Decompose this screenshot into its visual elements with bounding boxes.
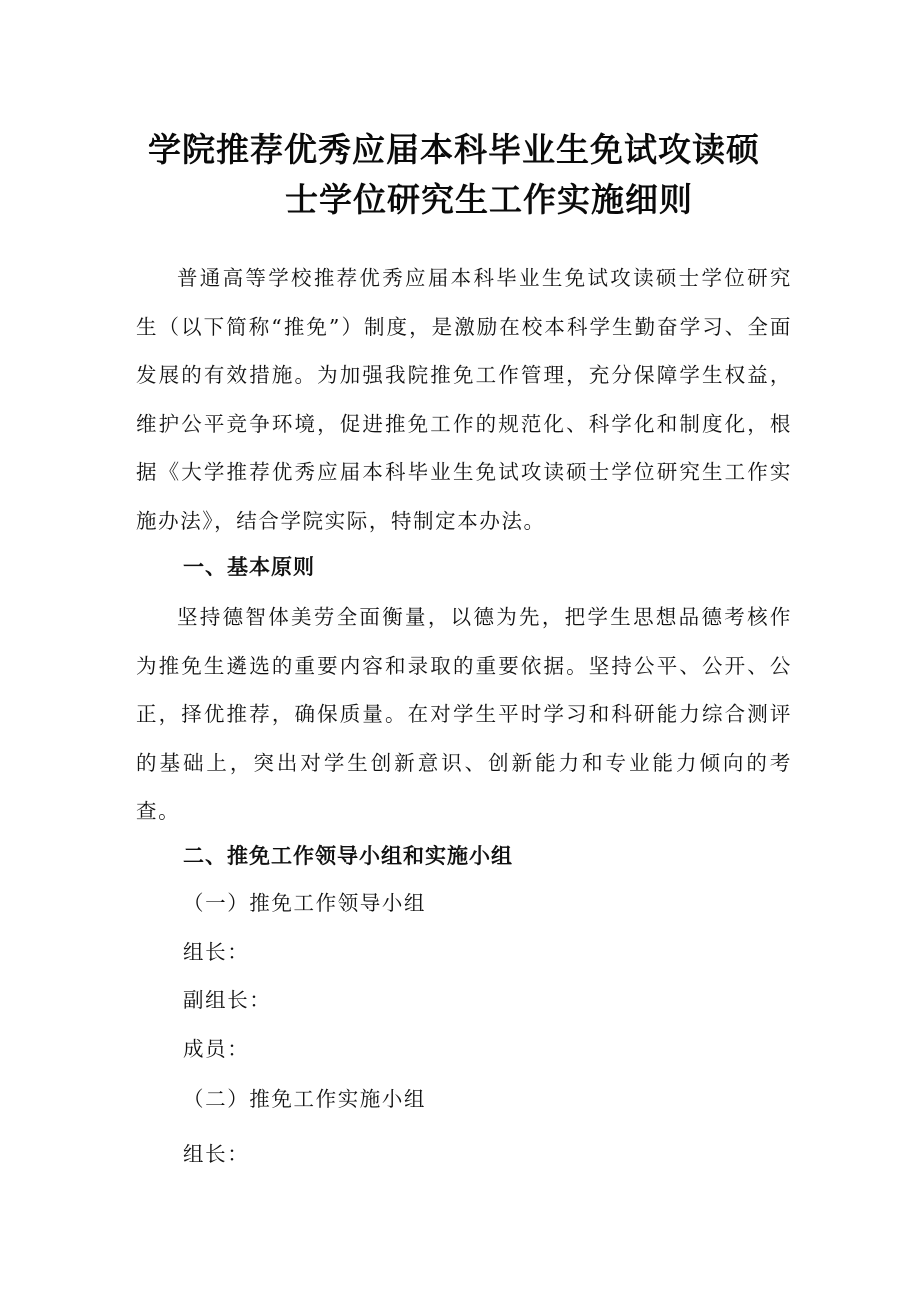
- leadership-group-deputy-label: 副组长：: [183, 988, 272, 1012]
- subsection-heading-leadership-group: （一）推免工作领导小组: [183, 891, 427, 915]
- intro-paragraph: 普通高等学校推荐优秀应届本科毕业生免试攻读硕士学位研究生（以下简称“推免”）制度，是激励在校本科学生勤奋学习、全面发展的有效措施。为加强我院推免工作管理，充分保障学生权益，维护公平竞争环境，促进推免工作的规范化、科学化和制度化，根据《大学推荐优秀应届本科毕业生免试攻读硕士学位研究生工作实施办法》，结合学院实际，特制定本办法。: [136, 266, 792, 533]
- implementation-group-leader-label: 组长：: [183, 1142, 250, 1166]
- subsection-heading-implementation-group: （二）推免工作实施小组: [183, 1087, 427, 1111]
- principles-paragraph: 坚持德智体美劳全面衡量，以德为先，把学生思想品德考核作为推免生遴选的重要内容和录取的重要依据。坚持公平、公开、公正，择优推荐，确保质量。在对学生平时学习和科研能力综合测评的基础上，突出对学生创新意识、创新能力和专业能力倾向的考查。: [136, 605, 792, 824]
- leadership-group-leader-label: 组长：: [183, 940, 250, 964]
- document-title-line-1: 学院推荐优秀应届本科毕业生免试攻读硕: [148, 130, 760, 169]
- section-heading-principles: 一、基本原则: [183, 555, 315, 579]
- section-heading-groups: 二、推免工作领导小组和实施小组: [183, 844, 513, 868]
- leadership-group-members-label: 成员：: [183, 1037, 250, 1061]
- document-title-line-2: 士学位研究生工作实施细则: [285, 180, 693, 219]
